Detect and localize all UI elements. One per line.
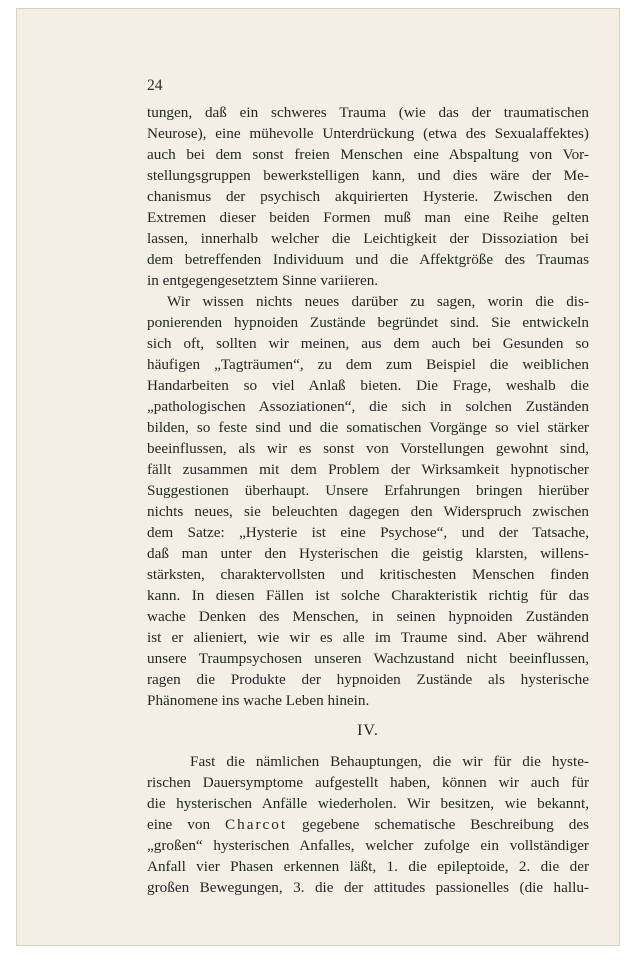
section-heading: IV. xyxy=(357,722,379,739)
text-line: daß man unter den Hysterischen die geistig klarsten, willens- xyxy=(147,545,589,562)
paragraph-2 xyxy=(147,291,589,711)
text-line: sich oft, sollten wir meinen, aus dem auch bei Gesunden so xyxy=(147,335,589,352)
text-line: kann. In diesen Fällen ist solche Charakteristik richtig für das xyxy=(147,587,589,604)
text-line: Handarbeiten so viel Anlaß bieten. Die Frage, weshalb die xyxy=(147,377,589,394)
text-line: stellungsgruppen bewerkstelligen kann, und dies wäre der Me- xyxy=(147,167,589,184)
text-line: Anfall vier Phasen erkennen läßt, 1. die epileptoide, 2. die der xyxy=(147,858,589,875)
text-line: rischen Dauersymptome aufgestellt haben, können wir auch für xyxy=(147,774,589,791)
text-line: Phänomene ins wache Leben hinein. xyxy=(147,692,370,709)
text-line: ragen die Produkte der hypnoiden Zustände als hysterische xyxy=(147,671,589,688)
line-suffix: gegebene schematische Beschreibung des xyxy=(287,816,590,833)
body-text xyxy=(147,102,589,898)
text-line: dem Satze: „Hysterie ist eine Psychose“, und der Tatsache, xyxy=(147,524,589,541)
text-line: tungen, daß ein schweres Trauma (wie das der traumatischen xyxy=(147,104,589,121)
line-prefix: eine von xyxy=(147,816,226,833)
text-line: bilden, so feste sind und die somatischen Vorgänge so viel stärker xyxy=(147,419,589,436)
text-line: dem betreffenden Individuum und die Affektgröße des Traumas xyxy=(147,251,589,268)
text-line: „pathologischen Assoziationen“, die sich in solchen Zuständen xyxy=(147,398,589,415)
page-number: 24 xyxy=(147,77,163,94)
text-line: Fast die nämlichen Behauptungen, die wir für die hyste- xyxy=(190,753,589,770)
text-line: unsere Traumpsychosen unseren Wachzustand nicht beeinflussen, xyxy=(147,650,589,667)
text-line: häufigen „Tagträumen“, zu dem zum Beispiel die weiblichen xyxy=(147,356,589,373)
text-line: ist er alieniert, wie wir es alle im Traume sind. Aber während xyxy=(147,629,589,646)
text-line: lassen, innerhalb welcher die Leichtigkeit der Dissoziation bei xyxy=(147,230,589,247)
text-line: Wir wissen nichts neues darüber zu sagen, worin die dis- xyxy=(167,293,589,310)
text-line: Extremen dieser beiden Formen muß man eine Reihe gelten xyxy=(147,209,589,226)
paragraph-3 xyxy=(147,751,589,898)
text-line: in entgegengesetztem Sinne variieren. xyxy=(147,272,379,289)
text-line: chanismus der psychisch akquirierten Hysterie. Zwischen den xyxy=(147,188,589,205)
text-line: auch bei dem sonst freien Menschen eine Abspaltung von Vor- xyxy=(147,146,589,163)
text-line: fällt zusammen mit dem Problem der Wirksamkeit hypnotischer xyxy=(147,461,589,478)
text-line: stärksten, charaktervollsten und kritischesten Menschen finden xyxy=(147,566,589,583)
text-line: wache Denken des Menschen, in seinen hypnoiden Zuständen xyxy=(147,608,589,625)
text-line: Suggestionen überhaupt. Unsere Erfahrungen bringen hierüber xyxy=(147,482,589,499)
text-line: die hysterischen Anfälle wiederholen. Wir besitzen, wie bekannt, xyxy=(147,795,589,812)
text-line xyxy=(147,814,589,835)
author-name: Charcot xyxy=(225,816,288,833)
paragraph-1 xyxy=(147,102,589,291)
text-line: „großen“ hysterischen Anfalles, welcher zufolge ein vollständiger xyxy=(147,837,589,854)
text-line: großen Bewegungen, 3. die der attitudes passionelles (die hallu- xyxy=(147,879,589,896)
book-page xyxy=(16,8,620,946)
text-line: Neurose), eine mühevolle Unterdrückung (etwa des Sexualaffektes) xyxy=(147,125,589,142)
text-line: ponierenden hypnoiden Zustände begründet sind. Sie entwickeln xyxy=(147,314,589,331)
text-line: beeinflussen, als wir es sonst von Vorstellungen gewohnt sind, xyxy=(147,440,589,457)
text-line: nichts neues, sie beleuchten dagegen den Widerspruch zwischen xyxy=(147,503,589,520)
